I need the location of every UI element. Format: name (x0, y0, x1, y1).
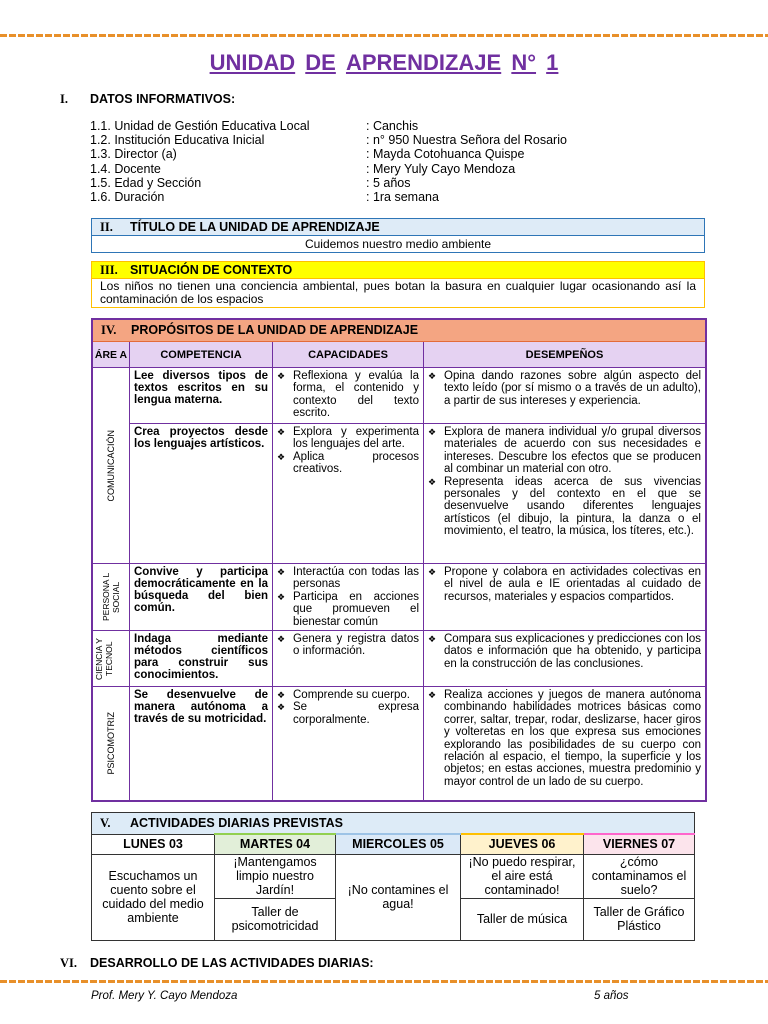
section-2-box (91, 218, 705, 253)
title-word: DE (305, 50, 336, 75)
day-header: MARTES 04 (215, 834, 336, 854)
unit-title: Cuidemos nuestro medio ambiente (304, 237, 492, 251)
desempenos-cell (424, 424, 707, 564)
info-value: : n° 950 Nuestra Señora del Rosario (366, 133, 567, 148)
info-label: 1.6. Duración (90, 190, 165, 205)
section-1-heading (60, 92, 235, 107)
actividades-table (91, 812, 695, 941)
area-label: CIENCIA Y TECNOL (94, 637, 114, 680)
section-title: SITUACIÓN DE CONTEXTO (130, 263, 293, 277)
list-item: ❖ Aplica procesos creativos. (277, 451, 419, 476)
area-label: COMUNICACIÓN (106, 429, 116, 502)
list-item: ❖ Compara sus explicaciones y predicciones con los datos e información que ha obtenido, y participa en la construcción de las conclusiones. (428, 633, 701, 670)
title-word: UNIDAD (209, 50, 296, 75)
datos-informativos (90, 119, 567, 204)
section-number: IV. (101, 323, 117, 337)
list-item: ❖ Genera y registra datos o información. (277, 633, 419, 658)
list-item: ❖ Opina dando razones sobre algún aspecto del texto leído (por sí mismo o a través de un adulto), a partir de sus intereses y experiencia. (428, 370, 701, 407)
competencia-cell: Crea proyectos desde los lenguajes artísticos. (130, 424, 273, 564)
list-item: ❖ Representa ideas acerca de sus vivencias personales y del contexto en el que se desenvuelve usando diferentes lenguajes artísticos (el dibujo, la pintura, la danza o el movimiento, el teatro, la música, los títeres, etc.). (428, 476, 701, 538)
capacidades-cell (273, 368, 424, 424)
area-personal-social (92, 564, 130, 631)
section-number: I. (60, 92, 68, 106)
list-item: ❖ Reflexiona y evalúa la forma, el contenido y contexto del texto escrito. (277, 370, 419, 420)
info-row (90, 190, 567, 204)
list-item: ❖ Comprende su cuerpo. (277, 689, 419, 701)
day-header: MIERCOLES 05 (336, 834, 461, 854)
competencia-cell: Lee diversos tipos de textos escritos en su lengua materna. (130, 368, 273, 424)
info-value: : 1ra semana (366, 190, 439, 205)
list-item: ❖ Interactúa con todas las personas (277, 566, 419, 591)
section-3-heading (92, 262, 704, 279)
capacidades-cell (273, 564, 424, 631)
info-value: : 5 años (366, 175, 411, 190)
page-title (0, 50, 768, 76)
info-row (90, 119, 567, 133)
competencia-cell: Indaga mediante métodos científicos para construir sus conocimientos. (130, 631, 273, 687)
info-label: 1.2. Institución Educativa Inicial (90, 133, 265, 148)
area-psicomotriz (92, 687, 130, 801)
capacidades-cell (273, 631, 424, 687)
section-title: DESARROLLO DE LAS ACTIVIDADES DIARIAS: (90, 956, 374, 970)
info-row (90, 133, 567, 147)
list-item: ❖ Se expresa corporalmente. (277, 701, 419, 726)
info-label: 1.5. Edad y Sección (90, 175, 202, 190)
desempenos-cell (424, 564, 707, 631)
activity-cell: Taller de psicomotricidad (215, 898, 336, 940)
competencia-cell: Convive y participa democráticamente en la búsqueda del bien común. (130, 564, 273, 631)
footer-author: Prof. Mery Y. Cayo Mendoza (91, 990, 238, 1002)
area-label: PERSONA L SOCIAL (101, 572, 121, 622)
desempenos-cell (424, 631, 707, 687)
info-row (90, 147, 567, 161)
day-header: JUEVES 06 (461, 834, 584, 854)
activity-cell: Escuchamos un cuento sobre el cuidado del medio ambiente (92, 854, 215, 940)
capacidades-cell (273, 424, 424, 564)
info-value: : Canchis (366, 119, 419, 133)
area-comunicacion (92, 368, 130, 564)
info-label: 1.1. Unidad de Gestión Educativa Local (90, 119, 310, 133)
area-label: PSICOMOTRIZ (106, 712, 116, 775)
list-item: ❖ Realiza acciones y juegos de manera autónoma combinando habilidades motrices básicas como correr, saltar, trepar, rodar, deslizarse, hacer giros y volteretas en los que expresa sus emociones explorando las posibilidades de su cuerpo con relación al espacio, el tiempo, la superficie y los objetos; en estas acciones, muestra predominio y mayor control de un lado de su cuerpo. (428, 689, 701, 788)
section-4-heading (92, 319, 706, 342)
info-row (90, 162, 567, 176)
header-competencia: COMPETENCIA (130, 342, 273, 368)
header-capacidades: CAPACIDADES (273, 342, 424, 368)
list-item: ❖ Participa en acciones que promueven el bienestar común (277, 591, 419, 628)
day-header: LUNES 03 (92, 834, 215, 854)
list-item: ❖ Propone y colabora en actividades colectivas en el nivel de aula e IE orientadas al cuidado de recursos, materiales y espacios compartidos. (428, 566, 701, 603)
top-dashed-line (0, 34, 768, 37)
day-header: VIERNES 07 (584, 834, 695, 854)
activity-cell: ¡No puedo respirar, el aire está contaminado! (461, 854, 584, 898)
info-value: : Mayda Cotohuanca Quispe (366, 147, 525, 162)
section-5-heading (92, 813, 695, 835)
context-text: Los niños no tienen una conciencia ambiental, pues botan la basura en cualquier lugar ocasionando así la contaminación de los espacios (100, 279, 696, 306)
desempenos-cell (424, 368, 707, 424)
list-item: ❖ Explora y experimenta los lenguajes del arte. (277, 426, 419, 451)
footer-age: 5 años (594, 990, 629, 1002)
desempenos-cell (424, 687, 707, 801)
area-ciencia (92, 631, 130, 687)
activity-cell: Taller de música (461, 898, 584, 940)
info-value: : Mery Yuly Cayo Mendoza (366, 161, 516, 176)
info-label: 1.4. Docente (90, 161, 161, 176)
section-title: ACTIVIDADES DIARIAS PREVISTAS (130, 815, 343, 830)
info-row (90, 176, 567, 190)
section-title: PROPÓSITOS DE LA UNIDAD DE APRENDIZAJE (131, 323, 419, 337)
section-6-heading (60, 956, 374, 971)
header-area: ÁRE A (92, 342, 130, 368)
info-label: 1.3. Director (a) (90, 147, 177, 162)
activity-cell: ¡Mantengamos limpio nuestro Jardín! (215, 854, 336, 898)
bottom-dashed-line (0, 980, 768, 983)
section-title: TÍTULO DE LA UNIDAD DE APRENDIZAJE (130, 220, 380, 234)
section-number: II. (100, 220, 113, 234)
activity-cell: ¡No contamines el agua! (336, 854, 461, 940)
section-2-heading (92, 219, 704, 236)
header-desempenos: DESEMPEÑOS (424, 342, 707, 368)
title-word: APRENDIZAJE (345, 50, 502, 75)
capacidades-cell (273, 687, 424, 801)
title-word: 1 (546, 50, 559, 75)
title-word: N° (511, 50, 537, 75)
activity-cell: Taller de Gráfico Plástico (584, 898, 695, 940)
section-number: V. (100, 815, 111, 830)
list-item: ❖ Explora de manera individual y/o grupal diversos materiales de acuerdo con sus necesidades e intereses. Descubre los efectos que se producen al combinar un material con otro. (428, 426, 701, 476)
activity-cell: ¿cómo contaminamos el suelo? (584, 854, 695, 898)
section-3-box (91, 261, 705, 308)
section-number: VI. (60, 956, 78, 970)
propositos-table (91, 318, 707, 802)
competencia-cell: Se desenvuelve de manera autónoma a través de su motricidad. (130, 687, 273, 801)
section-title: DATOS INFORMATIVOS: (90, 92, 236, 106)
section-number: III. (100, 263, 118, 277)
